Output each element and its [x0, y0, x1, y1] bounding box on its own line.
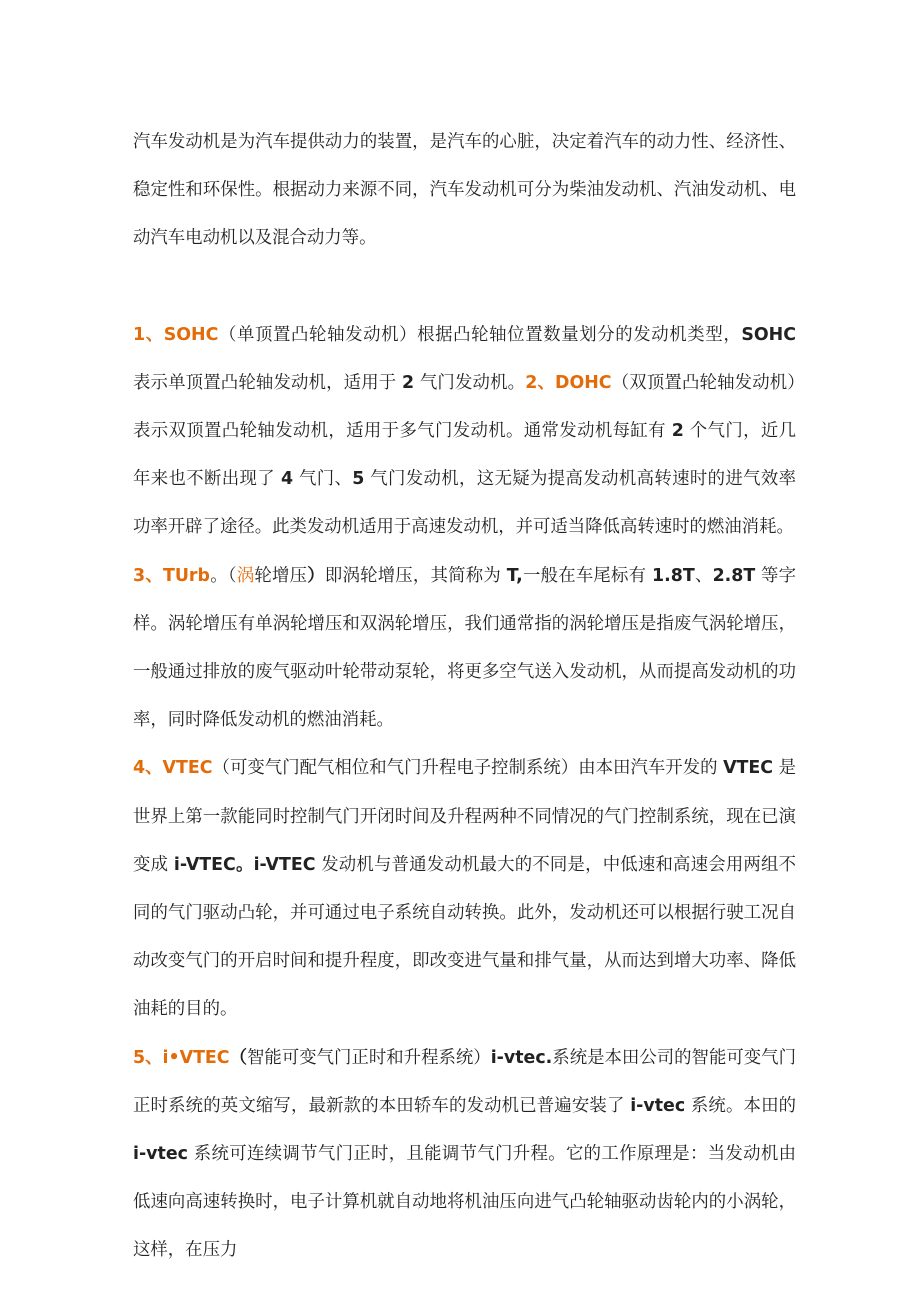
item-2-term: DOHC: [555, 372, 612, 393]
item-1-text: （单顶置凸轮轴发动机）根据凸轮轴位置数量划分的发动机类型，: [218, 324, 742, 345]
item-3-text: 一般在车尾标有: [522, 565, 653, 586]
item-5-text: 系统。本田的: [685, 1095, 797, 1116]
item-3-paragraph: [133, 552, 796, 745]
item-5-term-ref: i-vtec.: [490, 1047, 553, 1068]
item-3-text: 轮增压: [254, 565, 308, 586]
item-4-term-ref: i-VTEC。i-VTEC: [173, 854, 316, 875]
item-2-value: 4: [280, 469, 294, 490]
item-5-term-ref: i-vtec: [133, 1144, 188, 1165]
item-5-text: 系统可连续调节气门正时，且能调节气门升程。它的工作原理是：当发动机由低速向高速转换时，电子计算机就自动地将机油压向进气凸轮轴驱动齿轮内的小涡轮，这样，在压力: [133, 1144, 796, 1261]
item-5-text: 智能可变气门正时和升程系统）: [247, 1047, 491, 1068]
item-1-text: 气门发动机。: [414, 372, 526, 393]
item-2-text: （双顶置凸轮轴发动机）表示双顶置凸轮轴发动机，适用于多气门发动机。通常发动机每缸有: [133, 372, 797, 442]
item-2-text: 气门、: [293, 469, 353, 490]
item-1-text: 表示单顶置凸轮轴发动机，适用于: [133, 372, 403, 393]
item-3-term: TUrb: [162, 565, 210, 586]
item-3-text: 即涡轮增压，其简称为: [324, 565, 507, 586]
item-2-number: 2、: [525, 372, 556, 393]
item-3-value: 2.8T: [712, 565, 756, 586]
item-3-text: 等字样。涡轮增压有单涡轮增压和双涡轮增压，我们通常指的涡轮增压是指废气涡轮增压，一般通过排放的废气驱动叶轮带动泵轮，将更多空气送入发动机，从而提高发动机的功率，同时降低发动机的燃油消耗。: [133, 565, 796, 731]
item-4-text: （可变气门配气相位和气门升程电子控制系统）由本田汽车开发的: [212, 758, 724, 779]
item-5-term-ref: i-vtec: [630, 1095, 686, 1116]
item-3-bracket: ）: [307, 565, 325, 586]
item-4-paragraph: [133, 744, 796, 1033]
item-2-value: 5: [352, 469, 365, 490]
item-3-highlight: 涡: [236, 565, 255, 586]
item-1-term: SOHC: [163, 324, 219, 345]
item-1-number: 1、: [133, 324, 164, 345]
item-3-number: 3、: [133, 565, 163, 586]
item-4-text: 是世界上第一款能同时控制气门开闭时间及升程两种不同情况的气门控制系统，现在已演变成: [133, 758, 797, 875]
item-2-value: 2: [671, 421, 684, 442]
item-1-2-paragraph: [133, 311, 796, 552]
item-3-value: T,: [506, 565, 523, 586]
item-4-term-ref: VTEC: [723, 758, 774, 779]
item-2-text: 气门发动机，这无疑为提高发动机高转速时的进气效率功率开辟了途径。此类发动机适用于高速发动机，并可适当降低高转速时的燃油消耗。: [133, 469, 797, 538]
item-4-number: 4、: [133, 758, 163, 779]
item-5-term: i•VTEC: [162, 1047, 230, 1068]
item-3-value: 1.8T: [652, 565, 695, 586]
item-5-bracket: （: [229, 1047, 248, 1068]
item-4-term: VTEC: [162, 758, 213, 779]
item-5-number: 5、: [133, 1047, 163, 1068]
item-2-text: 个气门，近几年来也不断出现了: [133, 421, 797, 490]
item-3-text: 。（: [209, 565, 237, 586]
item-3-text: 、: [694, 565, 713, 586]
item-5-paragraph: [133, 1034, 796, 1275]
item-1-value: 2: [402, 372, 415, 393]
item-4-text: 发动机与普通发动机最大的不同是，中低速和高速会用两组不同的气门驱动凸轮，并可通过电子系统自动转换。此外，发动机还可以根据行驶工况自动改变气门的开启时间和提升程度，即改变进气量和排气量，从而达到增大功率、降低油耗的目的。: [133, 854, 797, 1020]
item-1-term-ref: SOHC: [741, 324, 796, 345]
intro-paragraph: 汽车发动机是为汽车提供动力的装置，是汽车的心脏，决定着汽车的动力性、经济性、稳定性和环保性。根据动力来源不同，汽车发动机可分为柴油发动机、汽油发动机、电动汽车电动机以及混合动力等。: [133, 132, 796, 249]
paragraph-gap: [133, 263, 796, 311]
item-5-text: 系统是本田公司的智能可变气门正时系统的英文缩写，最新款的本田轿车的发动机已普遍安装了: [133, 1047, 796, 1116]
